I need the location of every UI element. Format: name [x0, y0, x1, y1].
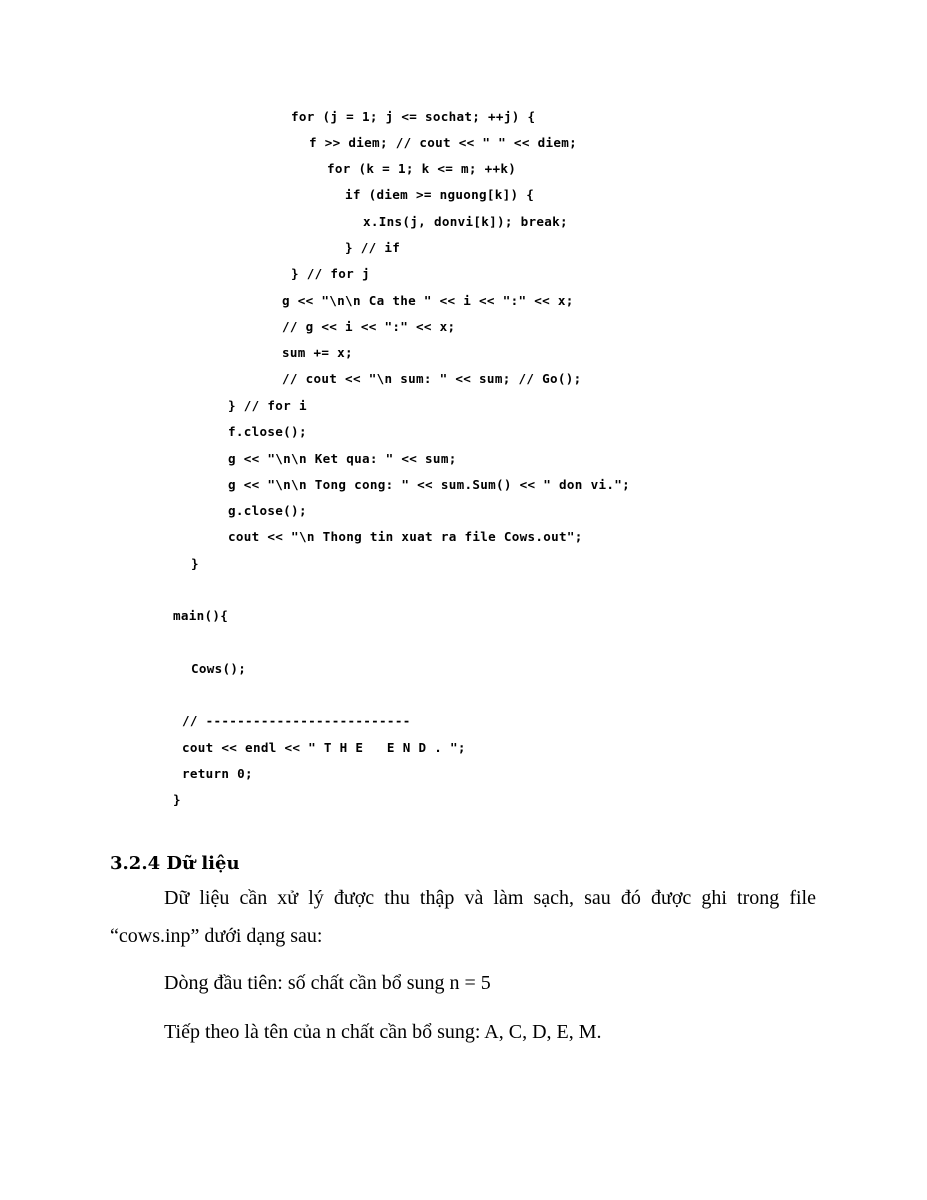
- code-line: cout << "\n Thong tin xuat ra file Cows.out";: [228, 529, 583, 544]
- code-line: // cout << "\n sum: " << sum; // Go();: [282, 371, 582, 386]
- code-line: f >> diem; // cout << " " << diem;: [309, 135, 577, 150]
- paragraph: Tiếp theo là tên của n chất cần bổ sung: A, C, D, E, M.: [164, 1021, 602, 1043]
- code-line: main(){: [173, 608, 229, 623]
- code-line: } // for j: [291, 266, 370, 281]
- code-line: g << "\n\n Ket qua: " << sum;: [228, 451, 457, 466]
- code-line: } // for i: [228, 398, 307, 413]
- code-line: for (j = 1; j <= sochat; ++j) {: [291, 109, 536, 124]
- paragraph-line: Dữ liệu cần xử lý được thu thập và làm sạch, sau đó được ghi trong file: [164, 887, 816, 909]
- code-line: Cows();: [191, 661, 247, 676]
- paragraph-line: “cows.inp” dưới dạng sau:: [110, 925, 323, 947]
- code-line: }: [191, 556, 199, 571]
- code-line: // --------------------------: [182, 713, 411, 728]
- paragraph: Dòng đầu tiên: số chất cần bổ sung n = 5: [164, 972, 491, 994]
- code-line: g << "\n\n Ca the " << i << ":" << x;: [282, 293, 574, 308]
- code-line: }: [173, 792, 181, 807]
- code-line: sum += x;: [282, 345, 353, 360]
- code-line: // g << i << ":" << x;: [282, 319, 456, 334]
- code-line: if (diem >= nguong[k]) {: [345, 187, 535, 202]
- code-line: return 0;: [182, 766, 253, 781]
- code-line: g << "\n\n Tong cong: " << sum.Sum() << " don vi.";: [228, 477, 630, 492]
- code-line: } // if: [345, 240, 401, 255]
- section-heading: 3.2.4 Dữ liệu: [110, 853, 240, 874]
- code-line: g.close();: [228, 503, 307, 518]
- code-line: f.close();: [228, 424, 307, 439]
- code-line: for (k = 1; k <= m; ++k): [327, 161, 517, 176]
- code-line: cout << endl << " T H E E N D . ";: [182, 740, 466, 755]
- code-line: x.Ins(j, donvi[k]); break;: [363, 214, 568, 229]
